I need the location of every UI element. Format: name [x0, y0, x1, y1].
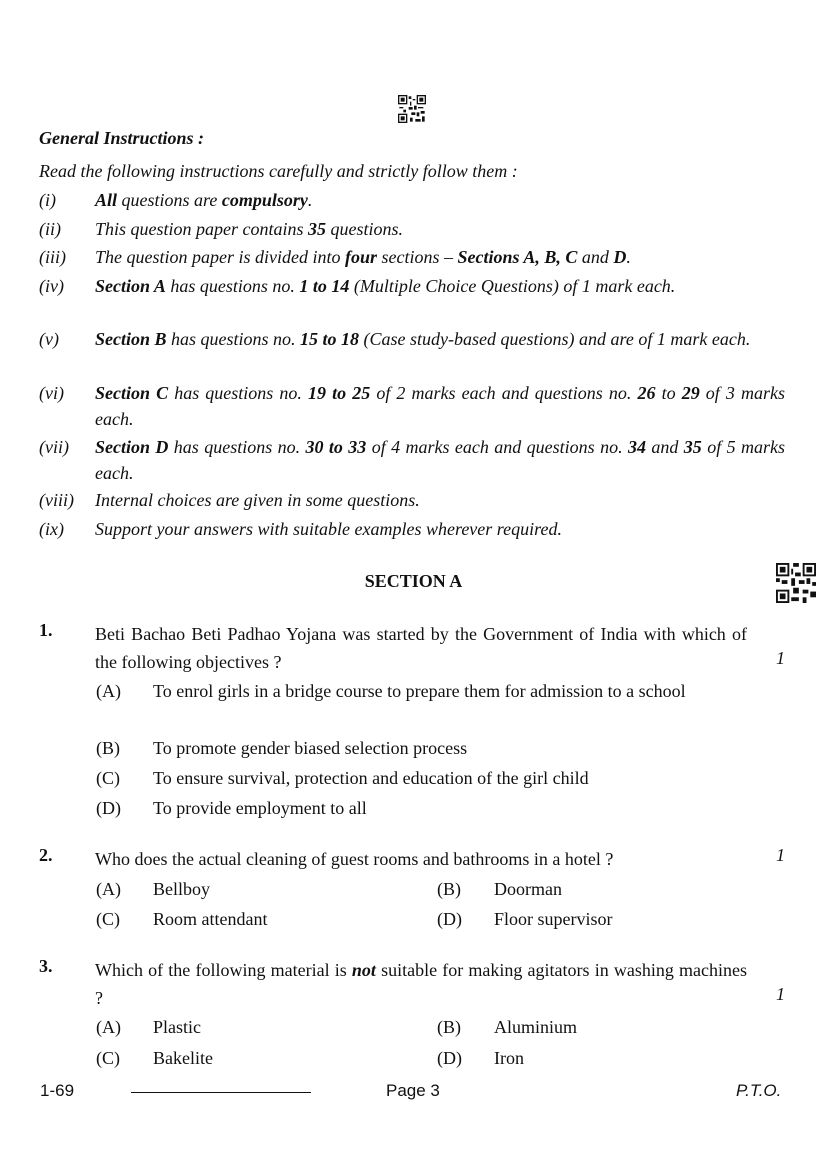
- question-text: Which of the following material is not suitable for making agitators in washing machines ?: [95, 960, 747, 1008]
- instruction-text: Section B has questions no. 15 to 18 (Case study-based questions) and are of 1 mark each.: [95, 329, 751, 349]
- option-a: [96, 876, 416, 902]
- footer-page-number: Page 3: [386, 1081, 440, 1100]
- option-label: (A): [96, 681, 121, 701]
- option-d: [96, 795, 756, 821]
- instruction-text: Support your answers with suitable examples wherever required.: [95, 519, 562, 539]
- general-instructions-lead: Read the following instructions carefully and strictly follow them :: [39, 161, 518, 181]
- option-label: (C): [96, 1048, 120, 1068]
- instruction-item: [39, 434, 785, 486]
- option-label: (D): [437, 1048, 462, 1068]
- option-label: (C): [96, 768, 120, 788]
- option-text: Iron: [494, 1048, 524, 1068]
- instruction-number: (vi): [39, 383, 64, 403]
- option-text: Room attendant: [153, 909, 268, 929]
- instruction-item: [39, 216, 785, 242]
- option-label: (B): [96, 738, 120, 758]
- option-text: To enrol girls in a bridge course to prepare them for admission to a school: [153, 681, 686, 701]
- instruction-item: [39, 380, 785, 432]
- question-2: [39, 845, 791, 873]
- option-label: (B): [437, 879, 461, 899]
- instruction-item: [39, 273, 785, 299]
- question-number: 3.: [39, 956, 53, 976]
- footer-divider: [131, 1092, 311, 1093]
- option-label: (D): [96, 798, 121, 818]
- option-c: [96, 1045, 416, 1071]
- section-heading: SECTION A: [364, 571, 463, 591]
- instruction-item: [39, 244, 785, 270]
- instruction-text: Section D has questions no. 30 to 33 of 4 marks each and questions no. 34 and 35 of 5 marks each.: [95, 437, 785, 483]
- instruction-text: Section C has questions no. 19 to 25 of 2 marks each and questions no. 26 to 29 of 3 marks each.: [95, 383, 786, 429]
- qr-code-top: [398, 95, 426, 123]
- instruction-text: The question paper is divided into four sections – Sections A, B, C and D.: [95, 247, 631, 267]
- option-label: (A): [96, 879, 121, 899]
- option-c: [96, 765, 756, 791]
- instruction-number: (v): [39, 329, 59, 349]
- option-b: [96, 735, 756, 761]
- option-b: [437, 1014, 757, 1040]
- option-text: Floor supervisor: [494, 909, 613, 929]
- option-label: (C): [96, 909, 120, 929]
- option-text: Aluminium: [494, 1017, 578, 1037]
- instruction-number: (ix): [39, 519, 64, 539]
- instruction-number: (ii): [39, 219, 61, 239]
- instruction-text: Section A has questions no. 1 to 14 (Multiple Choice Questions) of 1 mark each.: [95, 276, 676, 296]
- option-label: (D): [437, 909, 462, 929]
- option-text: Plastic: [153, 1017, 201, 1037]
- instruction-number: (iii): [39, 247, 66, 267]
- general-instructions-title: General Instructions :: [39, 128, 205, 148]
- question-number: 1.: [39, 620, 53, 640]
- option-c: [96, 906, 416, 932]
- instruction-text: This question paper contains 35 questions.: [95, 219, 404, 239]
- question-marks: 1: [776, 984, 785, 1004]
- instruction-number: (viii): [39, 490, 74, 510]
- instruction-item: [39, 326, 785, 352]
- question-number: 2.: [39, 845, 53, 865]
- option-text: Bakelite: [153, 1048, 213, 1068]
- option-text: Doorman: [494, 879, 562, 899]
- question-marks: 1: [776, 845, 785, 865]
- instruction-item: [39, 516, 785, 542]
- question-1: [39, 620, 791, 676]
- instruction-number: (vii): [39, 437, 69, 457]
- option-text: Bellboy: [153, 879, 210, 899]
- option-text: To provide employment to all: [153, 798, 367, 818]
- option-a: [96, 1014, 416, 1040]
- option-a: [96, 678, 756, 704]
- option-d: [437, 906, 757, 932]
- instruction-number: (iv): [39, 276, 64, 296]
- instruction-number: (i): [39, 190, 56, 210]
- instruction-item: [39, 487, 785, 513]
- instruction-text: Internal choices are given in some questions.: [95, 490, 420, 510]
- question-text: Beti Bachao Beti Padhao Yojana was started by the Government of India with which of the following objectives ?: [95, 624, 747, 672]
- question-3: [39, 956, 791, 1012]
- question-text: Who does the actual cleaning of guest rooms and bathrooms in a hotel ?: [95, 849, 614, 869]
- instruction-item: [39, 187, 785, 213]
- instruction-text: All questions are compulsory.: [95, 190, 313, 210]
- footer-pto: P.T.O.: [736, 1081, 782, 1100]
- option-label: (A): [96, 1017, 121, 1037]
- option-d: [437, 1045, 757, 1071]
- option-b: [437, 876, 757, 902]
- option-label: (B): [437, 1017, 461, 1037]
- option-text: To promote gender biased selection process: [153, 738, 468, 758]
- question-marks: 1: [776, 648, 785, 668]
- option-text: To ensure survival, protection and education of the girl child: [153, 768, 589, 788]
- footer-code: 1-69: [40, 1081, 75, 1100]
